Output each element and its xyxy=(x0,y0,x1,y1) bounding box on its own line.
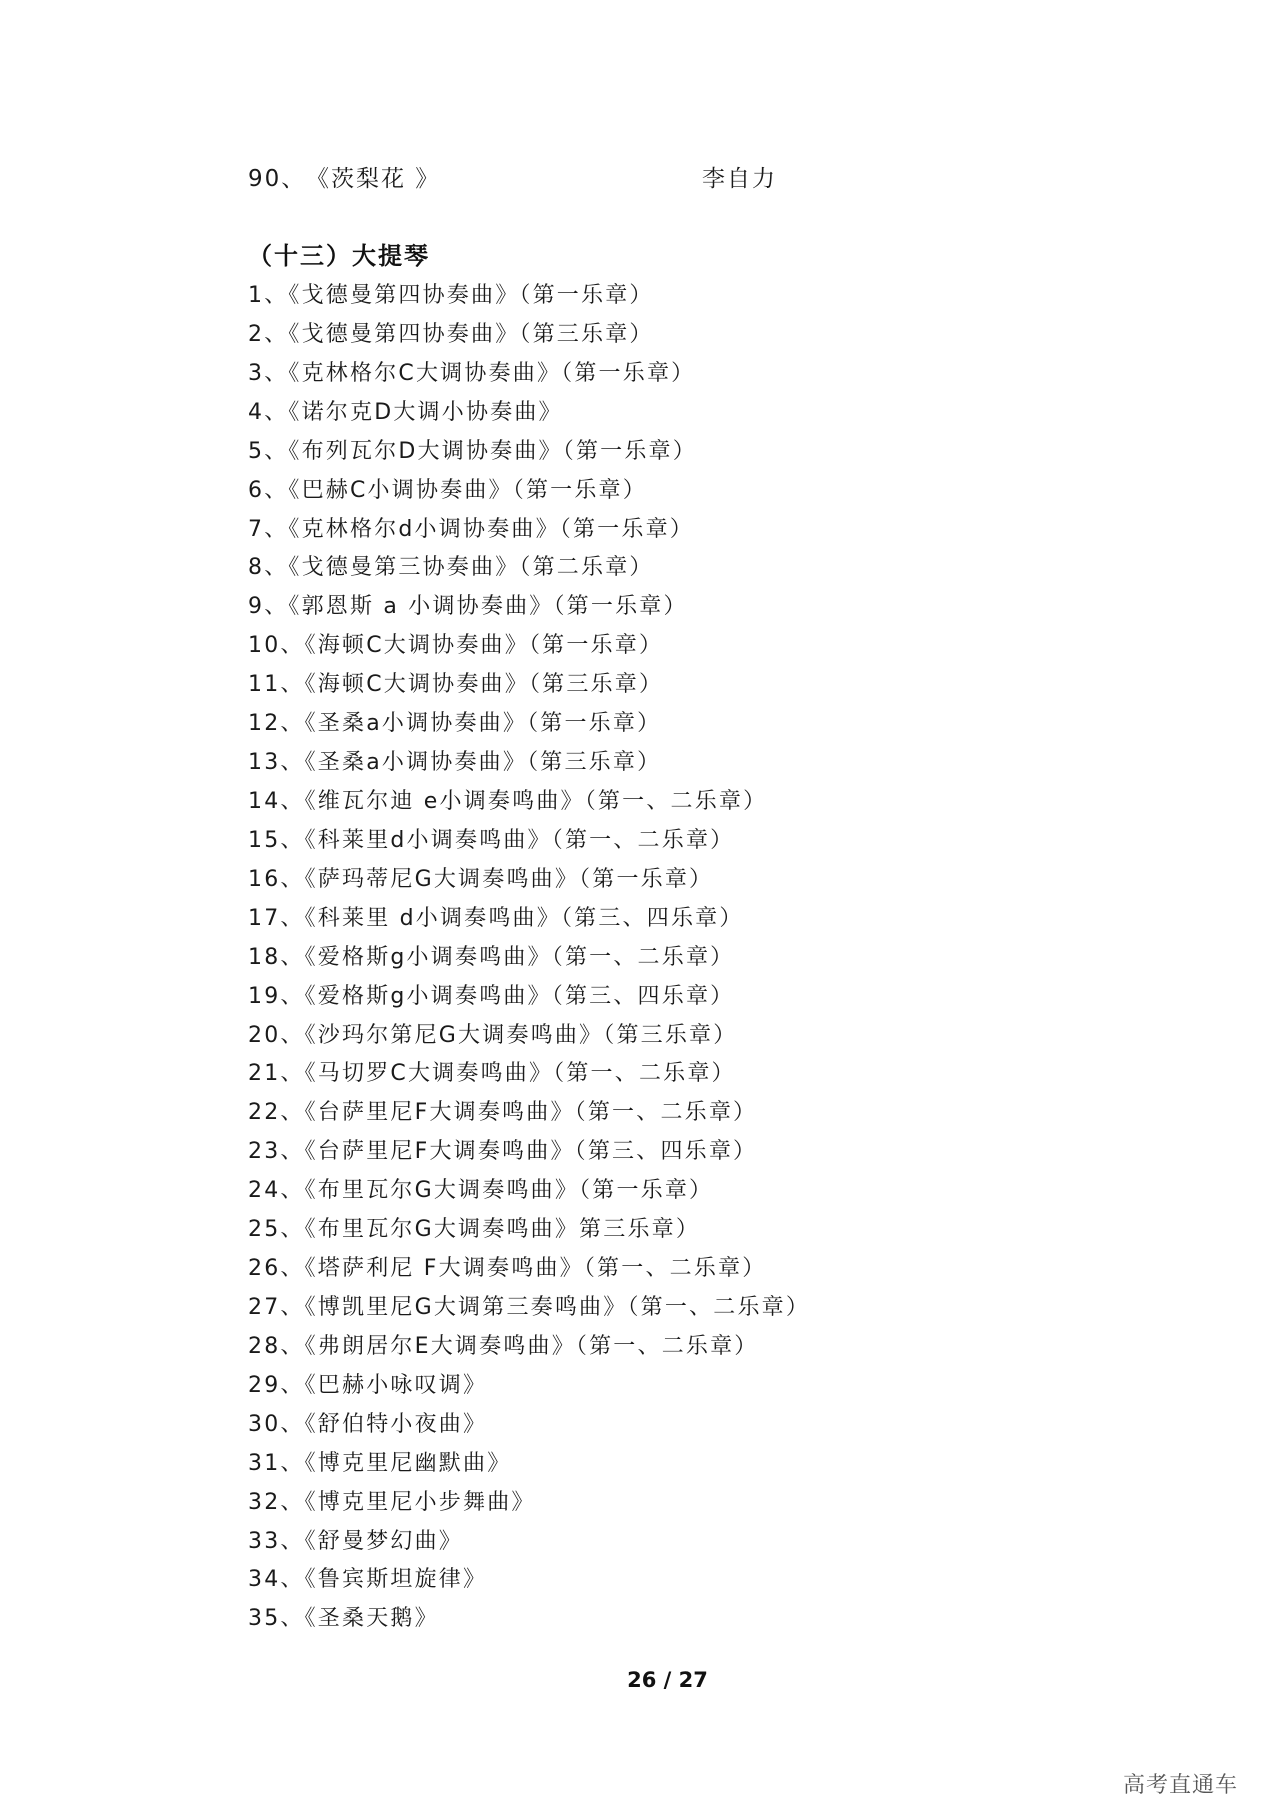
list-item-90 xyxy=(248,161,848,197)
list-item: 16、《萨玛蒂尼G大调奏鸣曲》（第一乐章） xyxy=(248,866,714,892)
list-item: 19、《爱格斯g小调奏鸣曲》（第三、四乐章） xyxy=(248,983,735,1009)
list-item: 18、《爱格斯g小调奏鸣曲》（第一、二乐章） xyxy=(248,944,735,970)
section-heading: （十三）大提琴 xyxy=(248,242,430,270)
list-item: 24、《布里瓦尔G大调奏鸣曲》（第一乐章） xyxy=(248,1178,714,1204)
cello-repertoire-list xyxy=(248,277,810,1639)
list-item: 6、《巴赫C小调协奏曲》（第一乐章） xyxy=(248,477,647,503)
list-item: 13、《圣桑a小调协奏曲》（第三乐章） xyxy=(248,750,662,776)
list-item: 17、《科莱里 d小调奏鸣曲》（第三、四乐章） xyxy=(248,905,744,931)
item-number: 90、 xyxy=(248,166,307,192)
list-item: 33、《舒曼梦幻曲》 xyxy=(248,1528,463,1554)
list-item: 14、《维瓦尔迪 e小调奏鸣曲》（第一、二乐章） xyxy=(248,788,768,814)
list-item: 4、《诺尔克D大调小协奏曲》 xyxy=(248,399,563,425)
item-title: 《茨梨花 》 xyxy=(306,166,441,192)
list-item: 25、《布里瓦尔G大调奏鸣曲》第三乐章） xyxy=(248,1217,701,1243)
list-item: 8、《戈德曼第三协奏曲》（第二乐章） xyxy=(248,555,654,581)
list-item: 27、《博凯里尼G大调第三奏鸣曲》（第一、二乐章） xyxy=(248,1294,811,1320)
list-item: 32、《博克里尼小步舞曲》 xyxy=(248,1489,536,1515)
item-composer: 李自力 xyxy=(702,166,777,192)
page-number: 26 / 27 xyxy=(627,1668,708,1692)
list-item: 31、《博克里尼幽默曲》 xyxy=(248,1450,512,1476)
list-item: 22、《台萨里尼F大调奏鸣曲》（第一、二乐章） xyxy=(248,1100,758,1126)
list-item: 21、《马切罗C大调奏鸣曲》（第一、二乐章） xyxy=(248,1061,736,1087)
list-item: 23、《台萨里尼F大调奏鸣曲》（第三、四乐章） xyxy=(248,1139,758,1165)
list-item: 12、《圣桑a小调协奏曲》（第一乐章） xyxy=(248,711,662,737)
list-item: 1、《戈德曼第四协奏曲》（第一乐章） xyxy=(248,283,654,308)
list-item: 11、《海顿C大调协奏曲》（第三乐章） xyxy=(248,672,664,698)
list-item: 28、《弗朗居尔E大调奏鸣曲》（第一、二乐章） xyxy=(248,1333,759,1359)
list-item: 30、《舒伯特小夜曲》 xyxy=(248,1411,488,1437)
list-item: 20、《沙玛尔第尼G大调奏鸣曲》（第三乐章） xyxy=(248,1022,738,1048)
list-item: 7、《克林格尔d小调协奏曲》（第一乐章） xyxy=(248,516,694,542)
watermark: 高考直通车 xyxy=(1122,1773,1238,1798)
list-item: 34、《鲁宾斯坦旋律》 xyxy=(248,1567,488,1593)
list-item: 2、《戈德曼第四协奏曲》（第三乐章） xyxy=(248,321,654,347)
list-item: 26、《塔萨利尼 F大调奏鸣曲》（第一、二乐章） xyxy=(248,1256,767,1282)
list-item: 35、《圣桑天鹅》 xyxy=(248,1606,439,1632)
list-item: 9、《郭恩斯 a 小调协奏曲》（第一乐章） xyxy=(248,594,688,620)
list-item: 29、《巴赫小咏叹调》 xyxy=(248,1372,488,1398)
list-item: 5、《布列瓦尔D大调协奏曲》（第一乐章） xyxy=(248,438,697,464)
list-item: 3、《克林格尔C大调协奏曲》（第一乐章） xyxy=(248,360,696,386)
list-item: 15、《科莱里d小调奏鸣曲》（第一、二乐章） xyxy=(248,827,735,853)
list-item: 10、《海顿C大调协奏曲》（第一乐章） xyxy=(248,633,664,659)
